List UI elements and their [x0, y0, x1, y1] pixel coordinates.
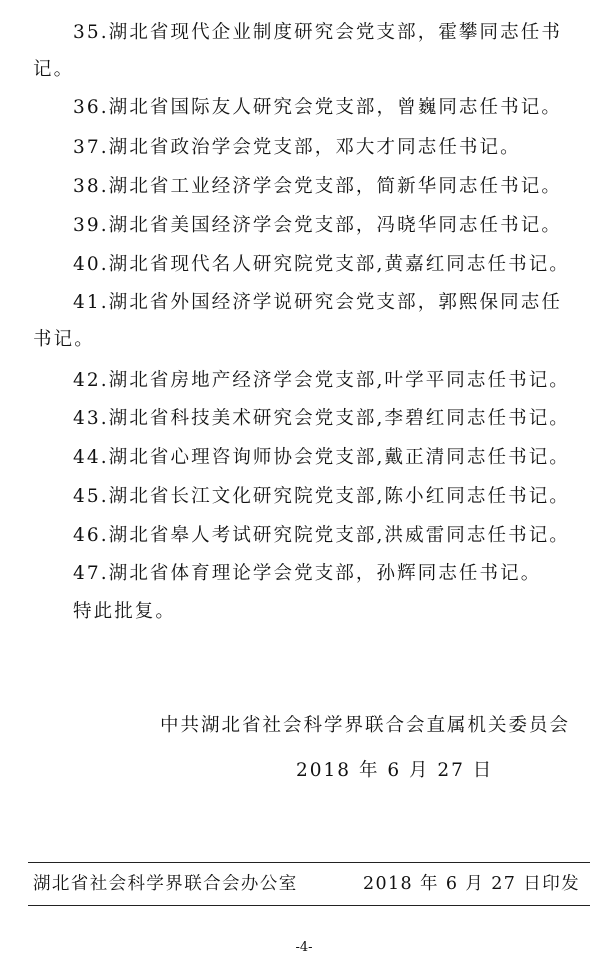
footer-top-rule — [28, 862, 590, 863]
list-item-line1: 42.湖北省房地产经济学会党支部,叶学平同志任书记。 — [73, 370, 570, 391]
footer-bottom-rule — [28, 905, 590, 906]
list-item — [0, 362, 570, 399]
list-item-line1: 43.湖北省科技美术研究会党支部,李碧红同志任书记。 — [73, 408, 570, 429]
closing-statement: 特此批复。 — [73, 601, 177, 622]
list-item — [0, 168, 562, 205]
list-item — [0, 89, 562, 126]
list-item-line2: 记。 — [33, 59, 75, 80]
list-item-line1: 39.湖北省美国经济学会党支部，冯晓华同志任书记。 — [73, 215, 562, 236]
list-item — [0, 246, 570, 283]
list-item-line1: 47.湖北省体育理论学会党支部，孙辉同志任书记。 — [73, 563, 542, 584]
list-item — [0, 284, 562, 358]
list-item — [0, 400, 570, 437]
list-item-line1: 35.湖北省现代企业制度研究会党支部，霍攀同志任书 — [73, 22, 562, 43]
list-item-line1: 46.湖北省皋人考试研究院党支部,洪威雷同志任书记。 — [73, 525, 570, 546]
list-item — [0, 129, 521, 166]
page-number: -4- — [295, 940, 313, 955]
list-item — [0, 478, 570, 515]
signing-date: 2018 年 6 月 27 日 — [296, 760, 494, 781]
list-item — [0, 555, 541, 592]
list-item — [0, 14, 562, 88]
signing-organization: 中共湖北省社会科学界联合会直属机关委员会 — [159, 715, 570, 736]
list-item — [0, 439, 570, 476]
list-item-line1: 44.湖北省心理咨询师协会党支部,戴正清同志任书记。 — [73, 447, 570, 468]
list-item-line1: 36.湖北省国际友人研究会党支部，曾巍同志任书记。 — [73, 97, 562, 118]
list-item-line1: 37.湖北省政治学会党支部，邓大才同志任书记。 — [73, 137, 521, 158]
list-item — [0, 207, 562, 244]
list-item-line1: 40.湖北省现代名人研究院党支部,黄嘉红同志任书记。 — [73, 254, 570, 275]
list-item-line1: 45.湖北省长江文化研究院党支部,陈小红同志任书记。 — [73, 486, 570, 507]
list-item — [0, 517, 570, 554]
list-item-line2: 书记。 — [33, 329, 95, 350]
list-item-line1: 41.湖北省外国经济学说研究会党支部，郭熙保同志任 — [73, 292, 562, 313]
footer-issuer: 湖北省社会科学界联合会办公室 — [33, 874, 298, 894]
footer-print-date: 2018 年 6 月 27 日印发 — [362, 874, 580, 894]
list-item-line1: 38.湖北省工业经济学会党支部，简新华同志任书记。 — [73, 176, 562, 197]
